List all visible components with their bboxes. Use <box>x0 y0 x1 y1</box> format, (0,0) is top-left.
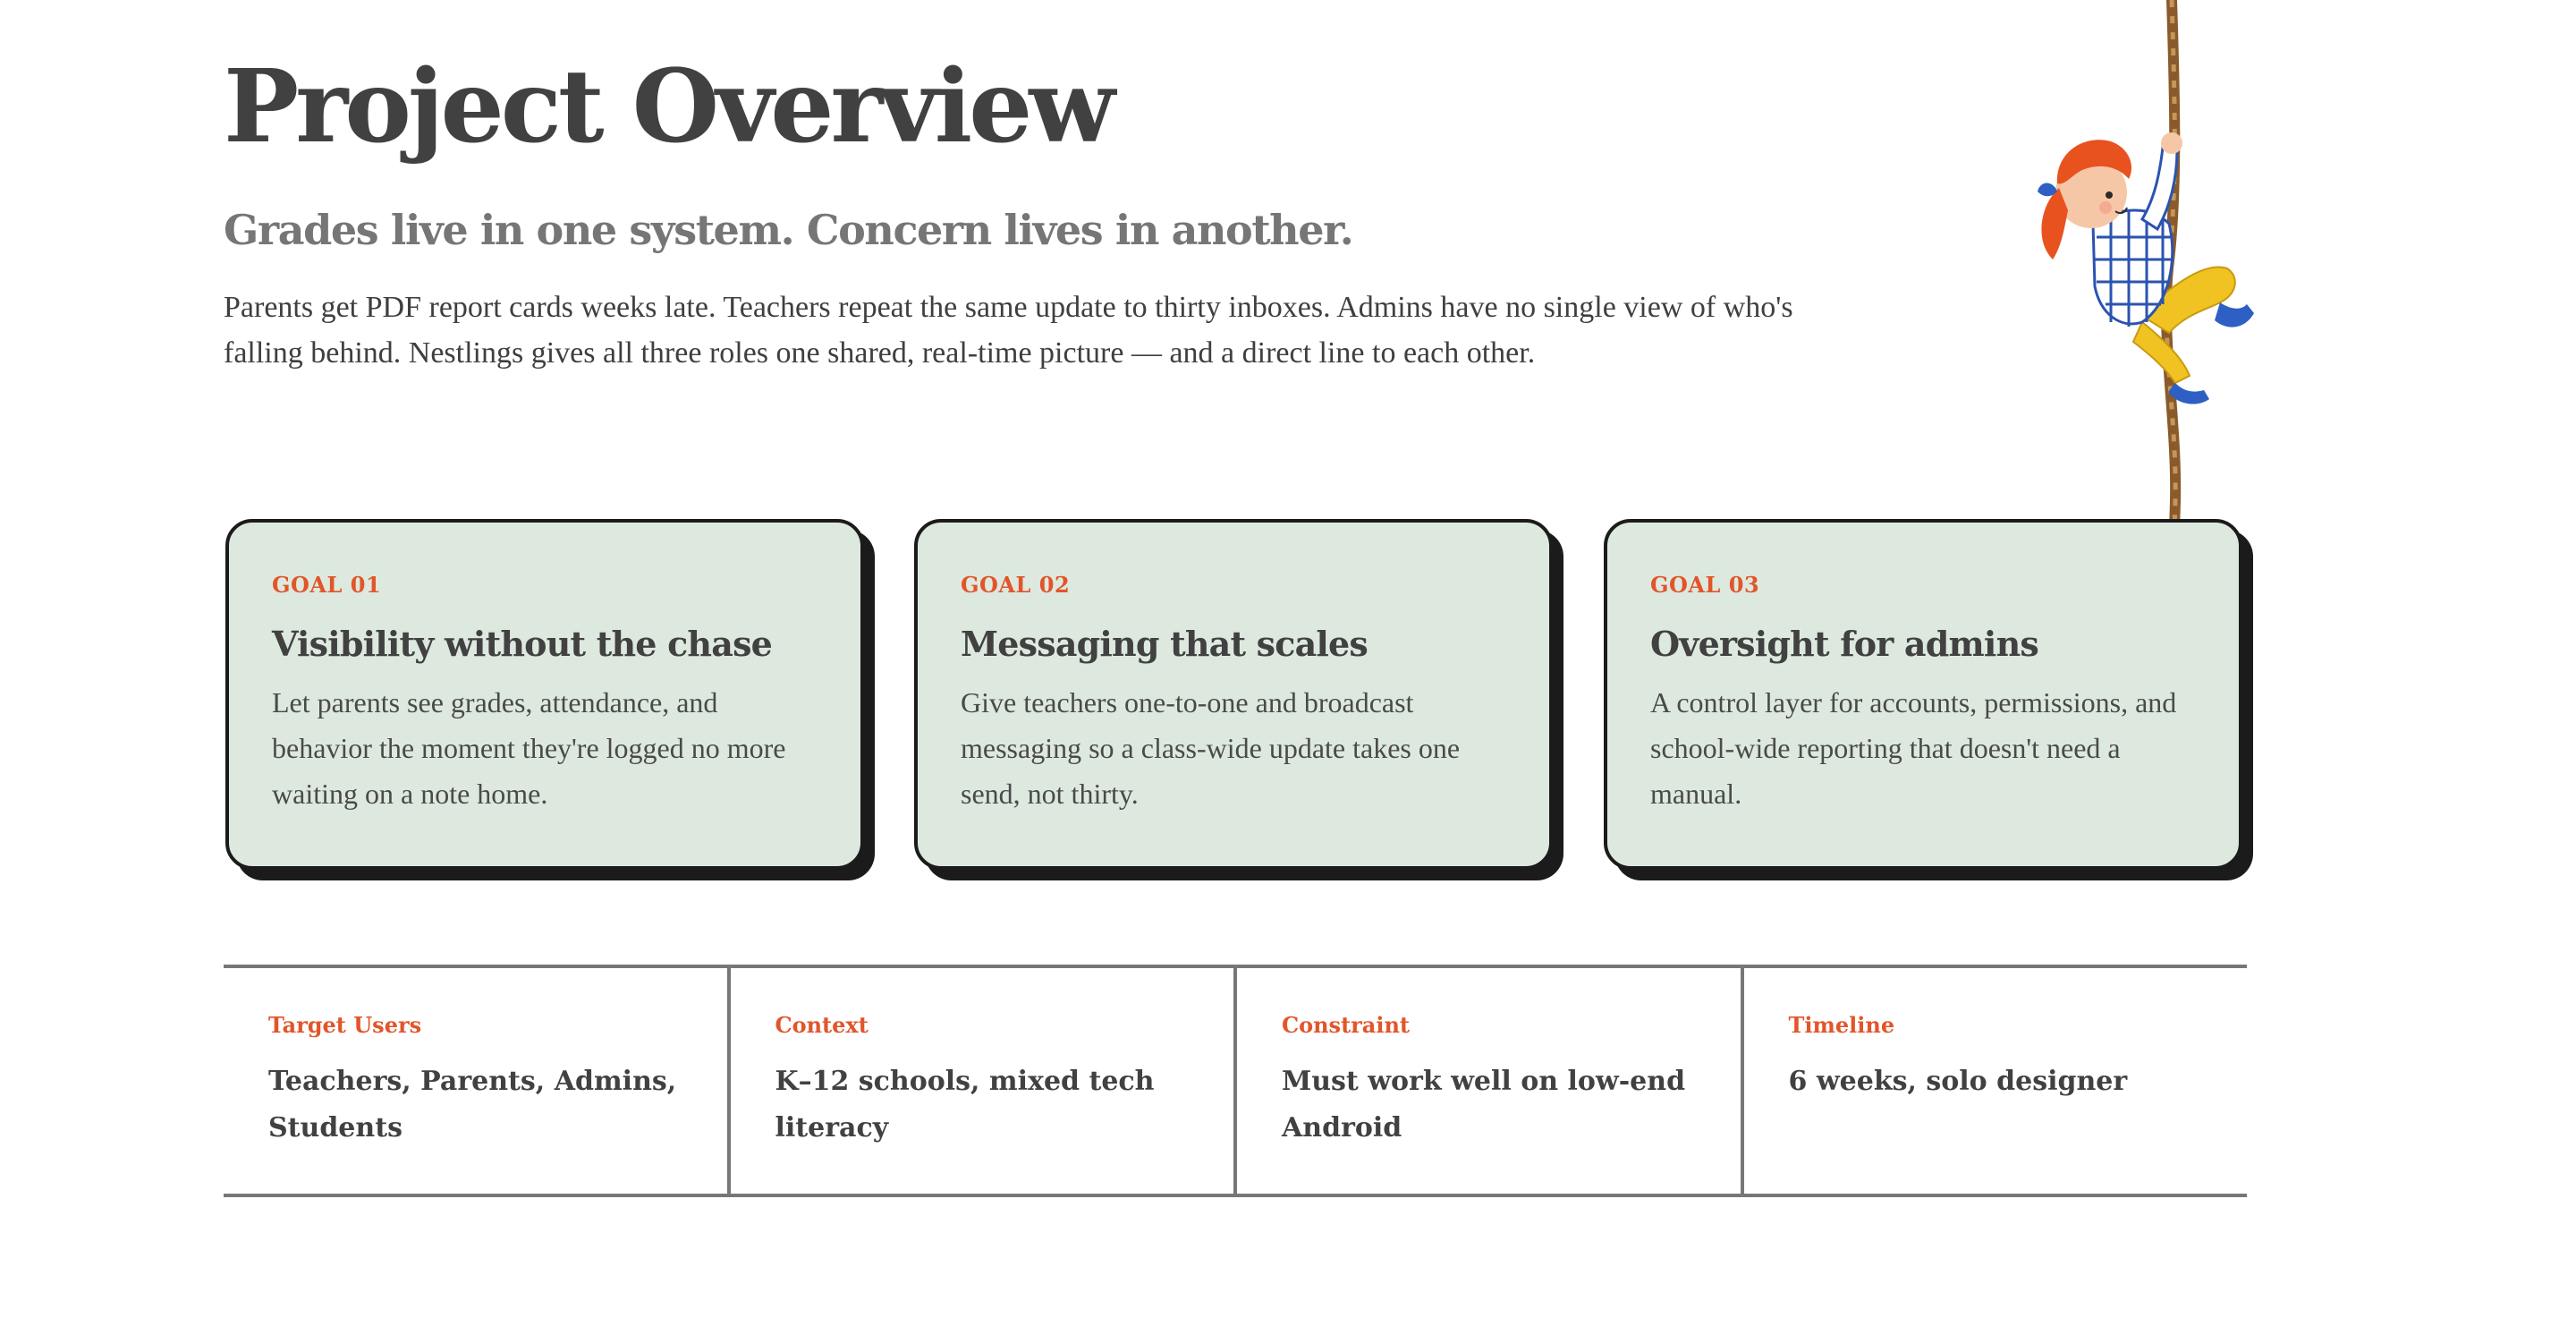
goal-title: Messaging that scales <box>961 623 1368 664</box>
page-subtitle: Grades live in one system. Concern lives in another. <box>224 206 1353 254</box>
info-cell-target-users <box>224 968 727 1194</box>
goal-description: Let parents see grades, attendance, and behavior the moment they're logged no more waiting on a note home. <box>272 686 786 811</box>
goal-description: Give teachers one-to-one and broadcast messaging so a class-wide update takes one send, not thirty. <box>961 686 1461 811</box>
info-label: Timeline <box>1788 1012 1895 1038</box>
info-label: Target Users <box>268 1012 422 1038</box>
goal-title: Oversight for admins <box>1650 623 2038 664</box>
goal-label: GOAL 01 <box>272 572 382 598</box>
info-cell-timeline <box>1741 968 2248 1194</box>
info-cell-constraint <box>1233 968 1741 1194</box>
goal-card-2 <box>914 519 1553 870</box>
info-value: K–12 schools, mixed tech literacy <box>775 1065 1155 1144</box>
goal-label: GOAL 03 <box>1650 572 1760 598</box>
intro-paragraph: Parents get PDF report cards weeks late. Teachers repeat the same update to thirty inboxes. Admins have no single view of who's falling behind. Nestlings gives all three roles one shared, real-time picture — and a direct line to each other. <box>224 291 1793 370</box>
goal-card-3 <box>1604 519 2242 870</box>
info-value: Teachers, Parents, Admins, Students <box>268 1065 677 1144</box>
project-info-strip <box>224 965 2247 1197</box>
info-label: Context <box>775 1012 869 1038</box>
goal-description: A control layer for accounts, permissions, and school-wide reporting that doesn't need a manual. <box>1650 686 2177 811</box>
page-title: Project Overview <box>224 48 1112 166</box>
girl-climbing-rope-illustration <box>1986 0 2326 591</box>
goal-label: GOAL 02 <box>961 572 1071 598</box>
info-label: Constraint <box>1282 1012 1411 1038</box>
info-value: Must work well on low-end Android <box>1282 1065 1686 1144</box>
info-cell-context <box>727 968 1234 1194</box>
goal-card-1 <box>225 519 864 870</box>
goal-title: Visibility without the chase <box>272 623 773 664</box>
info-value: 6 weeks, solo designer <box>1788 1065 2128 1097</box>
